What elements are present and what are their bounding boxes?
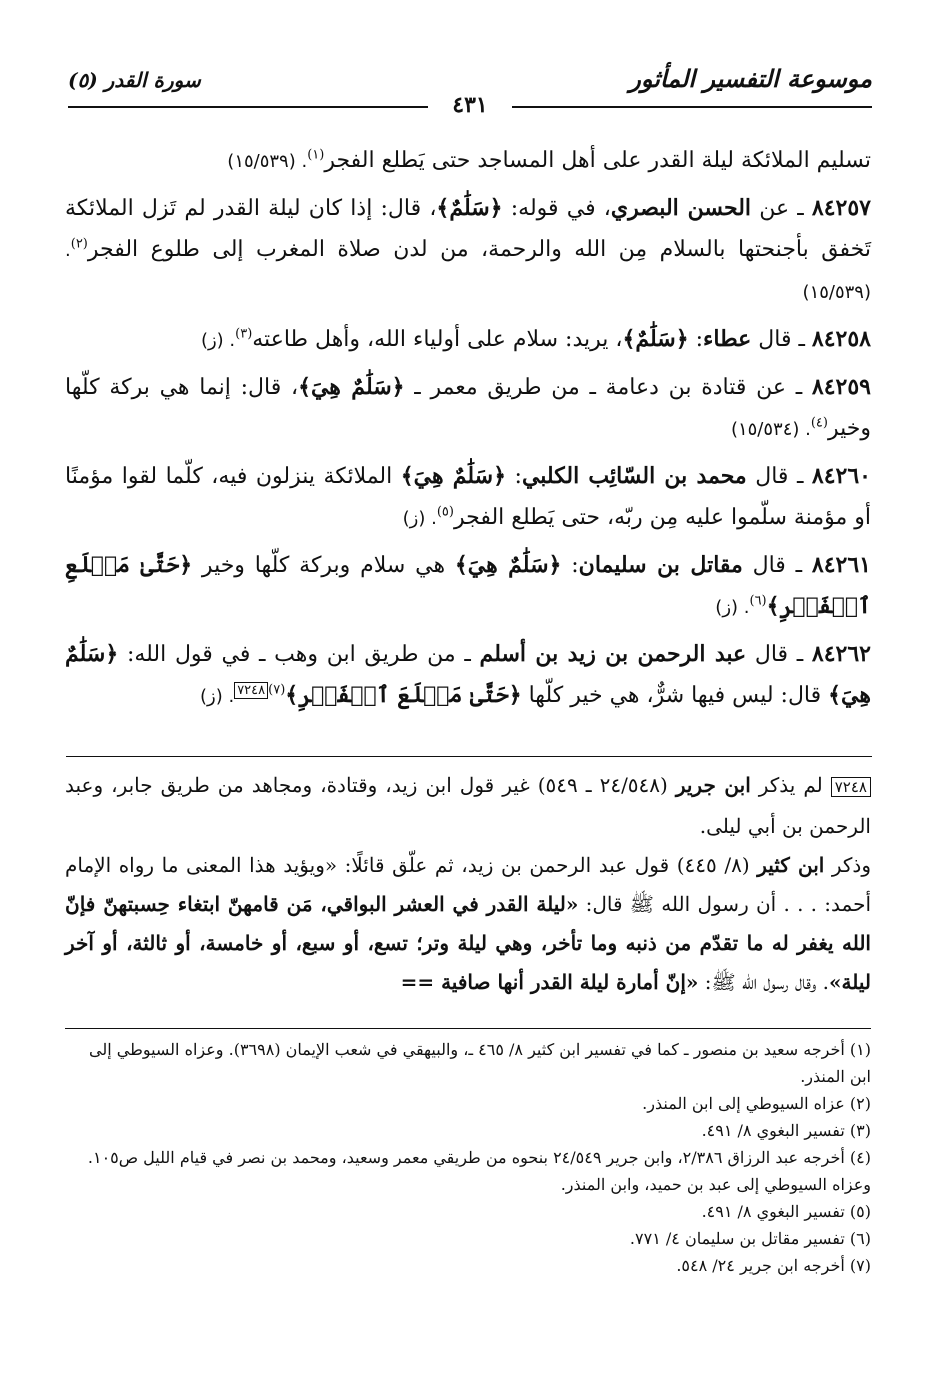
footnote-ref: (٦) (749, 593, 767, 609)
entry-text: ـ قال (746, 464, 812, 489)
commentary-text: وذكر (824, 853, 871, 877)
commentary-divider (66, 756, 872, 757)
entry-text: تسليم الملائكة ليلة القدر على أهل المساجد حتى يَطلع الفجر (324, 148, 871, 173)
entry-text: : (506, 464, 522, 489)
entry-reference: . (ز) (715, 597, 750, 618)
entry-text: ـ عن (751, 196, 812, 221)
entry-text: ـ قال (751, 327, 812, 352)
commentary-box-ref: ٧٢٤٨ (234, 682, 268, 699)
narrator-name: محمد بن السّائِب الكلبي (521, 463, 747, 489)
footnote: (٦) تفسير مقاتل بن سليمان ٤/ ٧٧١. (629, 1229, 871, 1248)
commentary-number: ٧٢٤٨ (831, 777, 871, 797)
page-number: ٤٣١ (444, 92, 495, 118)
entry-text: : (561, 553, 579, 578)
main-text (65, 140, 871, 723)
quran-quote: ﴿سَلَٰمٌ﴾ (622, 326, 689, 352)
footnote-ref: (٢) (70, 236, 88, 252)
entry-text: ـ قال (742, 553, 812, 578)
commentary-text: (٨/ ٤٤٥) قول عبد الرحمن بن زيد، ثم علّق قائلًا: «ويؤيد هذا المعنى ما رواه الإمام أحمد: . . . أن رسول الله ﷺ قال: (65, 853, 872, 916)
narrator-name: مقاتل بن سليمان (578, 552, 743, 578)
entry-text: : (688, 327, 704, 352)
commentary-text: . وقال رسول الله ﷺ: (698, 970, 830, 994)
entry-84259 (65, 367, 871, 450)
entry-reference: . (١٥/٥٣٩) (227, 151, 308, 172)
entry-84261 (65, 545, 871, 628)
commentary-note (65, 766, 871, 1008)
entry-number: ٨٤٢٥٧ (811, 195, 871, 221)
book-title: موسوعة التفسير المأثور (629, 64, 872, 93)
author-name: ابن كثير (757, 853, 825, 877)
footnote: (٢) عزاه السيوطي إلى ابن المنذر. (642, 1094, 871, 1113)
commentary-text: لم يذكر (750, 773, 831, 797)
quran-quote: ﴿سَلَٰمٌ﴾ (436, 195, 503, 221)
narrator-name: عطاء (703, 326, 752, 352)
footnotes (65, 1036, 871, 1279)
quran-quote: ﴿سَلَٰمٌ هِيَ﴾ (65, 641, 871, 708)
entry-reference: . (ز) (200, 330, 236, 351)
entry-text: ـ عن قتادة بن دعامة ـ من طريق معمر ـ (404, 375, 812, 400)
footnote: (٣) تفسير البغوي ٨/ ٤٩١. (701, 1121, 871, 1140)
entry-text: ، يريد: سلام على أولياء الله، وأهل طاعته (252, 327, 623, 352)
entry-number: ٨٤٢٥٨ (811, 326, 871, 352)
footnote-ref: (٥) (436, 504, 454, 520)
entry-number: ٨٤٢٥٩ (811, 374, 871, 400)
entry-text: ـ من طريق ابن وهب ـ في قول الله: (118, 642, 480, 667)
quran-quote: ﴿حَتَّىٰ مَطۡلَعِ ٱلۡفَجۡرِ﴾ (65, 552, 871, 619)
entry-text: ـ قال (746, 642, 812, 667)
entry-reference: . (١٥/٥٣٩) (65, 240, 871, 303)
quran-quote: ﴿سَلَٰمٌ هِيَ﴾ (400, 463, 507, 489)
footnote: (٤) أخرجه عبد الرزاق ٢/٣٨٦، وابن جرير ٢٤/٥٤٩ بنحوه من طريقي معمر وسعيد، ومحمد بن نصر في قيام الليل ص١٠٥. وعزاه السيوطي إلى عبد بن حميد، وابن المنذر. (87, 1148, 871, 1194)
entry-text: هي سلام وبركة كلّها وخير (192, 553, 455, 578)
entry-text: ، قال: إنما هي بركة كلّها وخير (65, 375, 871, 441)
entry-continuation (65, 140, 871, 182)
author-name: ابن جرير (675, 773, 751, 797)
footnote: (١) أخرجه سعيد بن منصور ـ كما في تفسير ابن كثير ٨/ ٤٦٥ ـ، والبيهقي في شعب الإيمان (٣٦٩٨). وعزاه السيوطي إلى ابن المنذر. (89, 1040, 871, 1086)
footnote: (٧) أخرجه ابن جرير ٢٤/ ٥٤٨. (676, 1256, 871, 1275)
narrator-name: الحسن البصري (610, 195, 752, 221)
entry-84260 (65, 456, 871, 539)
entry-text: قال: ليس فيها شرٌّ، هي خير كلّها (521, 683, 829, 708)
page-header (68, 58, 872, 118)
footnote-ref: (٧) (268, 682, 286, 698)
commentary-paragraph (65, 766, 871, 1002)
quran-quote: ﴿سَلَٰمٌ هِيَ﴾ (454, 552, 562, 578)
hadith-quote: «إنّ أمارة ليلة القدر أنها صافية == (400, 970, 699, 994)
surah-title: سورة القدر (٥) (68, 68, 201, 92)
header-rule (512, 106, 872, 108)
entry-text: ، في قوله: (502, 196, 611, 221)
entry-number: ٨٤٢٦١ (811, 552, 871, 578)
entry-number: ٨٤٢٦٠ (811, 463, 871, 489)
entry-text: الملائكة ينزلون فيه، كلّما لقوا مؤمنًا أو مؤمنة سلّموا عليه مِن ربّه، حتى يَطلع الفجر (65, 464, 871, 530)
narrator-name: عبد الرحمن بن زيد بن أسلم (479, 641, 747, 667)
quran-quote: ﴿سَلَٰمٌ هِيَ﴾ (298, 374, 405, 400)
commentary-text: (٢٤/٥٤٨ ـ ٥٤٩) غير قول ابن زيد، وقتادة، ومجاهد من طريق جابر، وعبد الرحمن بن أبي ليلى. (65, 773, 871, 838)
hadith-quote: «ليلة القدر في العشر البواقي، مَن قامهنّ ابتغاء حِسبتهنّ فإنّ الله يغفر له ما تقدّم من ذنبه وما تأخر، وهي ليلة وتر؛ تسع، أو سبع، أو خامسة، أو ثالثة، أو آخر ليلة» (65, 892, 871, 994)
entry-text: ، قال: إذا كان ليلة القدر لم تَزل الملائكة تَخفق بأجنحتها بالسلام مِن الله والرحمة، من لدن صلاة المغرب إلى طلوع الفجر (65, 196, 871, 262)
quran-quote: ﴿حَتَّىٰ مَطۡلَعَ ٱلۡفَجۡرِ﴾ (285, 682, 522, 708)
footnote: (٥) تفسير البغوي ٨/ ٤٩١. (701, 1202, 871, 1221)
header-rule (68, 106, 428, 108)
entry-84258 (65, 319, 871, 361)
entry-84257 (65, 188, 871, 313)
footnote-ref: (٣) (235, 326, 253, 342)
entry-number: ٨٤٢٦٢ (811, 641, 871, 667)
entry-reference: . (ز) (402, 508, 437, 529)
entry-reference: . (ز) (200, 686, 235, 707)
footnote-divider (65, 1028, 871, 1029)
footnote-ref: (١) (307, 147, 325, 163)
entry-reference: . (١٥/٥٣٤) (730, 419, 811, 440)
footnote-ref: (٤) (810, 415, 828, 431)
entry-84262 (65, 634, 871, 717)
